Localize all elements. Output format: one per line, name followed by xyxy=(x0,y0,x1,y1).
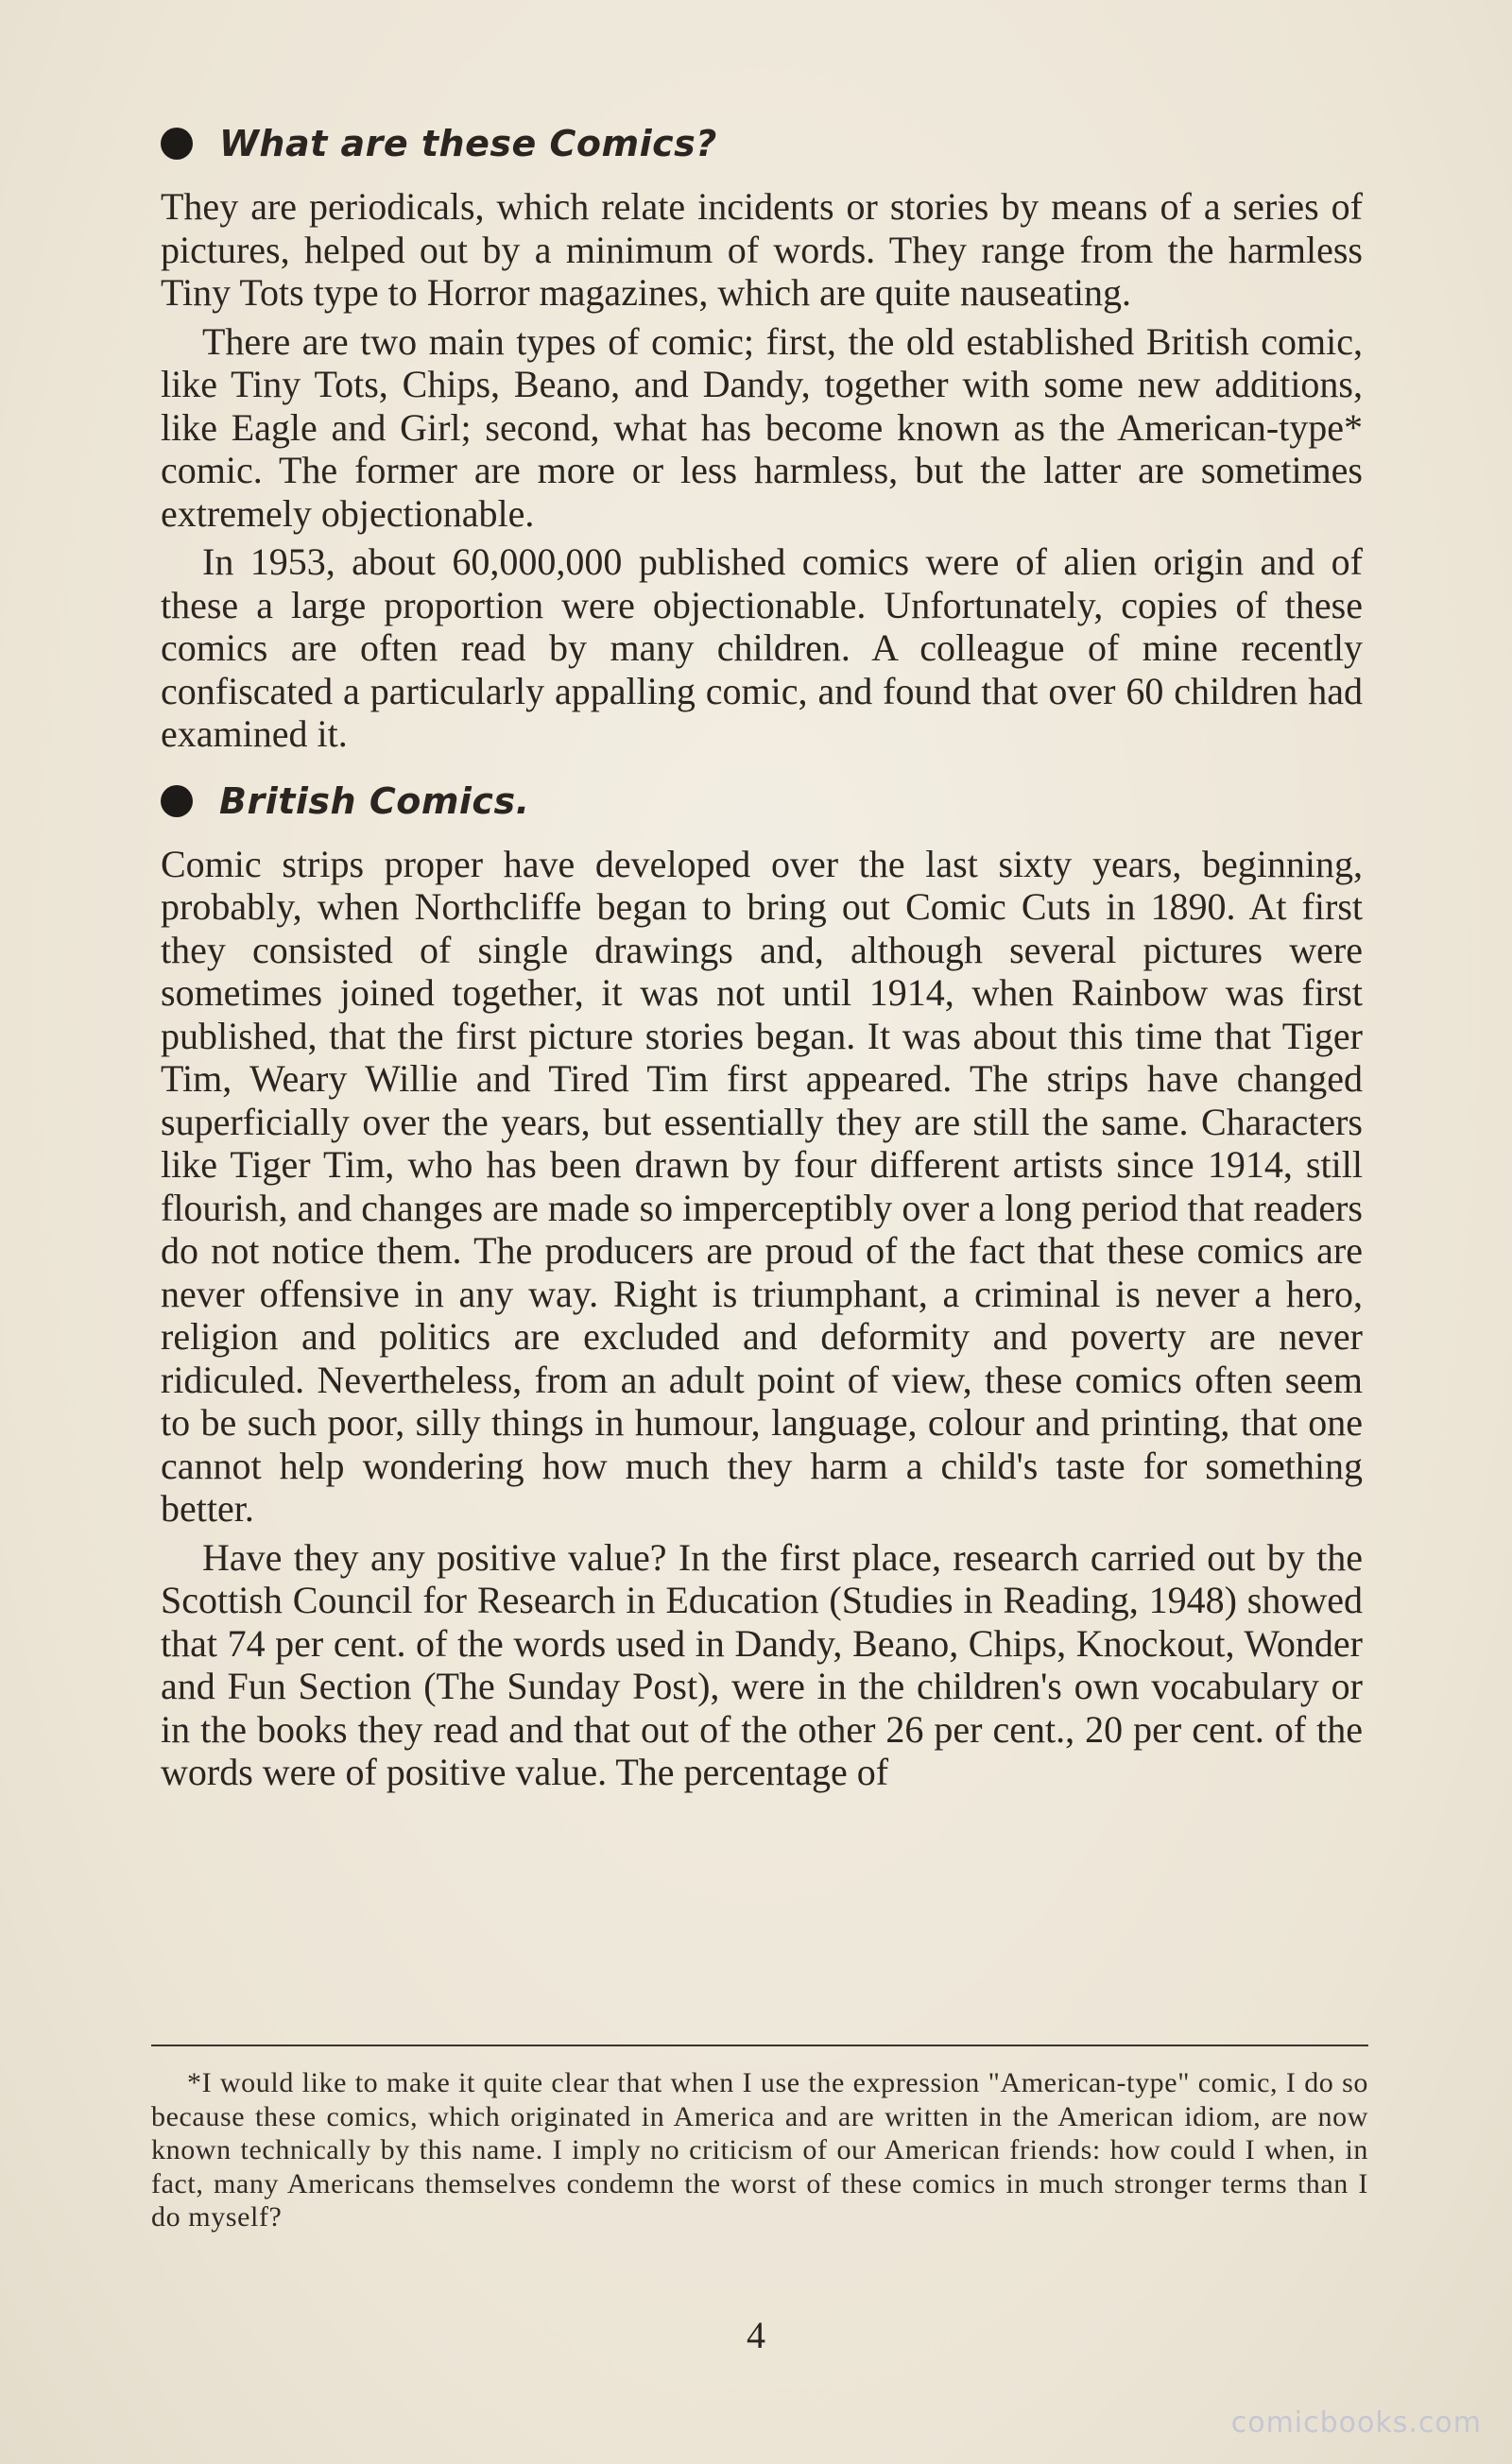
bullet-icon xyxy=(161,128,193,160)
page-content xyxy=(161,123,1363,1794)
footnote-text: *I would like to make it quite clear that when I use the expression "American-type" comic, I do so because these comics, which originated in America and are written in the American idiom, are now known technically by this name. I imply no criticism of our American friends: how could I when, in fact, many Americans themselves condemn the worst of these comics in much stronger terms than I do myself? xyxy=(151,2067,1368,2233)
heading-text: What are these Comics? xyxy=(219,123,717,164)
section-heading-british-comics xyxy=(161,780,1363,822)
bullet-icon xyxy=(161,785,193,817)
page-number: 4 xyxy=(747,2314,765,2356)
paragraph: In 1953, about 60,000,000 published comics were of alien origin and of these a large proportion were objectionable. Unfortunately, copies of these comics are often read by many children. A colleague of mine recently confiscated a particularly appalling comic, and found that over 60 children had examined it. xyxy=(161,540,1363,755)
paragraph: Have they any positive value? In the first place, research carried out by the Scottish Council for Research in Education (Studies in Reading, 1948) showed that 74 per cent. of the words used in Dandy, Beano, Chips, Knockout, Wonder and Fun Section (The Sunday Post), were in the children's own vocabulary or in the books they read and that out of the other 26 per cent., 20 per cent. of the words were of positive value. The percentage of xyxy=(161,1535,1363,1793)
watermark: comicbooks.com xyxy=(1230,2406,1482,2439)
footnote-divider xyxy=(151,2045,1368,2046)
section-heading-what-are-comics xyxy=(161,123,1363,164)
paragraph: Comic strips proper have developed over the last sixty years, beginning, probably, when Northcliffe began to bring out Comic Cuts in 1890. At first they consisted of single drawings and, although several pictures were sometimes joined together, it was not until 1914, when Rainbow was first published, that the first picture stories began. It was about this time that Tiger Tim, Weary Willie and Tired Tim first appeared. The strips have changed superficially over the years, but essentially they are still the same. Characters like Tiger Tim, who has been drawn by four different artists since 1914, still flourish, and changes are made so imperceptibly over a long period that readers do not notice them. The producers are proud of the fact that these comics are never offensive in any way. Right is triumphant, a criminal is never a hero, religion and politics are excluded and deformity and poverty are never ridiculed. Nevertheless, from an adult point of view, these comics often seem to be such poor, silly things in humour, language, colour and printing, that one cannot help wondering how much they harm a child's taste for something better. xyxy=(161,842,1363,1530)
heading-text: British Comics. xyxy=(219,779,530,822)
paragraph: There are two main types of comic; first, the old established British comic, like Tiny Tots, Chips, Beano, and Dandy, together with some new additions, like Eagle and Girl; second, what has become known as the American-type* comic. The former are more or less harmless, but the latter are sometimes extremely objectionable. xyxy=(161,319,1363,535)
footnote xyxy=(151,2066,1368,2234)
paragraph: They are periodicals, which relate incidents or stories by means of a series of pictures, helped out by a minimum of words. They range from the harmless Tiny Tots type to Horror magazines, which are quite nauseating. xyxy=(161,185,1363,314)
